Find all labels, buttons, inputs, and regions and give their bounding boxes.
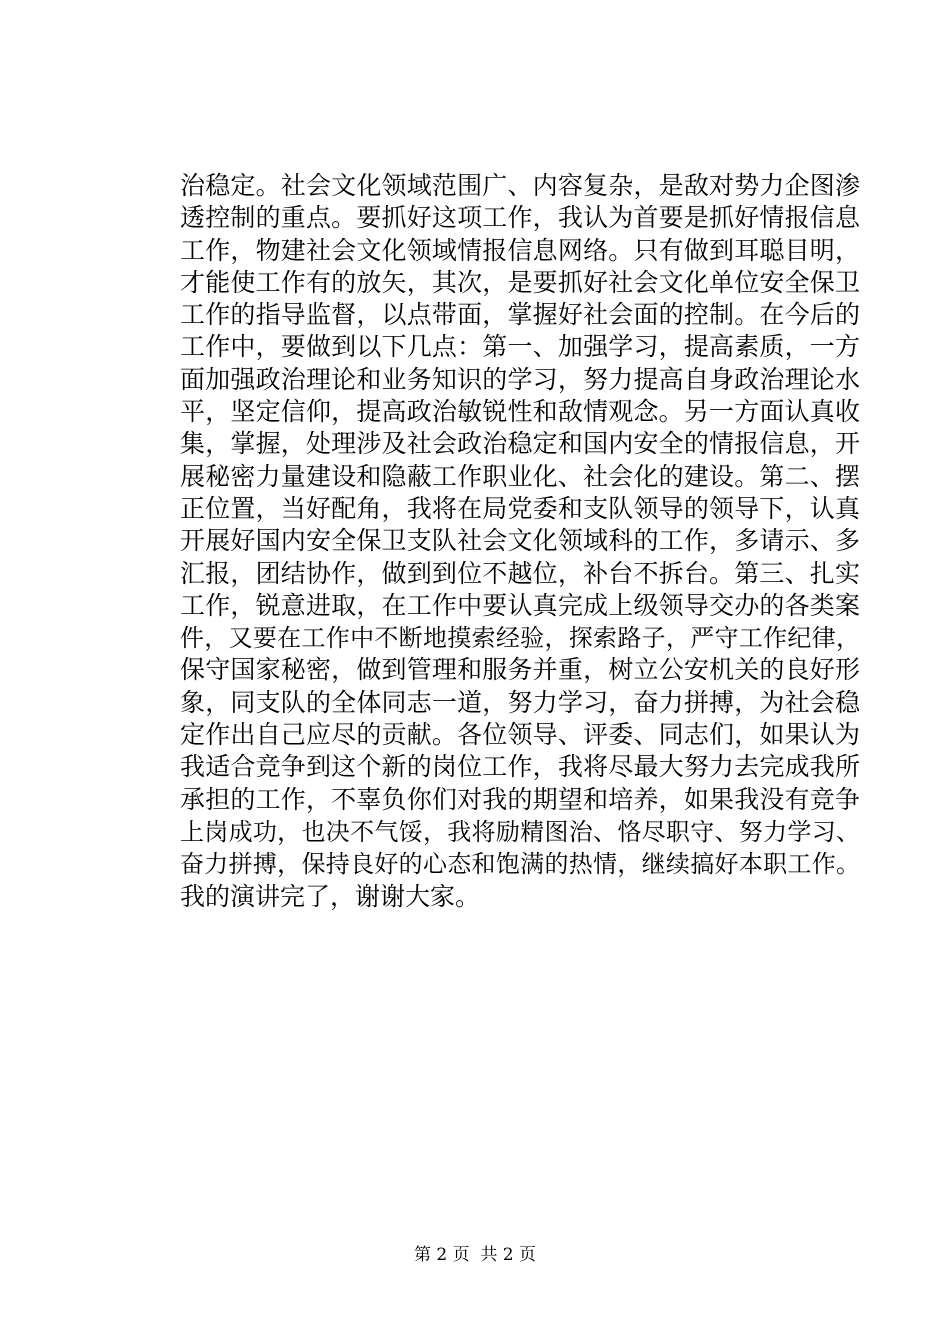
body-line: 工作的指导监督，以点带面，掌握好社会面的控制。在今后的 [180, 300, 860, 330]
page-number-footer: 第 2 页 共 2 页 [413, 1245, 537, 1265]
body-line: 我适合竞争到这个新的岗位工作，我将尽最大努力去完成我所 [180, 752, 860, 782]
body-line: 透控制的重点。要抓好这项工作，我认为首要是抓好情报信息 [180, 203, 860, 233]
body-line: 保守国家秘密，做到管理和服务并重，树立公安机关的良好形 [180, 655, 860, 685]
body-line: 正位置，当好配角，我将在局党委和支队领导的领导下，认真 [180, 493, 860, 523]
body-line: 面加强政治理论和业务知识的学习，努力提高自身政治理论水 [180, 364, 860, 394]
body-line-last: 我的演讲完了，谢谢大家。 [180, 881, 481, 911]
body-line: 奋力拼搏，保持良好的心态和饱满的热情，继续搞好本职工作。 [180, 850, 860, 879]
document-body [180, 170, 860, 913]
body-line: 汇报，团结协作，做到到位不越位，补台不拆台。第三、扎实 [180, 558, 860, 588]
body-line: 定作出自己应尽的贡献。各位领导、评委、同志们，如果认为 [180, 720, 860, 750]
body-line: 工作中，要做到以下几点：第一、加强学习，提高素质，一方 [180, 332, 860, 362]
body-line: 集，掌握，处理涉及社会政治稳定和国内安全的情报信息，开 [180, 429, 860, 459]
body-line: 件，又要在工作中不断地摸索经验，探索路子，严守工作纪律， [180, 624, 860, 653]
body-line: 上岗成功，也决不气馁，我将励精图治、恪尽职守、努力学习、 [180, 817, 860, 846]
body-line: 才能使工作有的放矢，其次，是要抓好社会文化单位安全保卫 [180, 267, 860, 297]
body-line: 工作，物建社会文化领域情报信息网络。只有做到耳聪目明， [180, 235, 860, 265]
body-line: 象，同支队的全体同志一道，努力学习，奋力拼搏，为社会稳 [180, 687, 860, 717]
body-line: 开展好国内安全保卫支队社会文化领域科的工作，多请示、多 [180, 526, 860, 556]
body-line: 平，坚定信仰，提高政治敏锐性和敌情观念。另一方面认真收 [180, 397, 860, 427]
body-line: 治稳定。社会文化领域范围广、内容复杂，是敌对势力企图渗 [180, 171, 860, 200]
body-line: 展秘密力量建设和隐蔽工作职业化、社会化的建设。第二、摆 [180, 461, 860, 491]
body-line: 承担的工作，不辜负你们对我的期望和培养，如果我没有竞争 [180, 784, 860, 814]
body-line: 工作，锐意进取，在工作中要认真完成上级领导交办的各类案 [180, 590, 860, 620]
